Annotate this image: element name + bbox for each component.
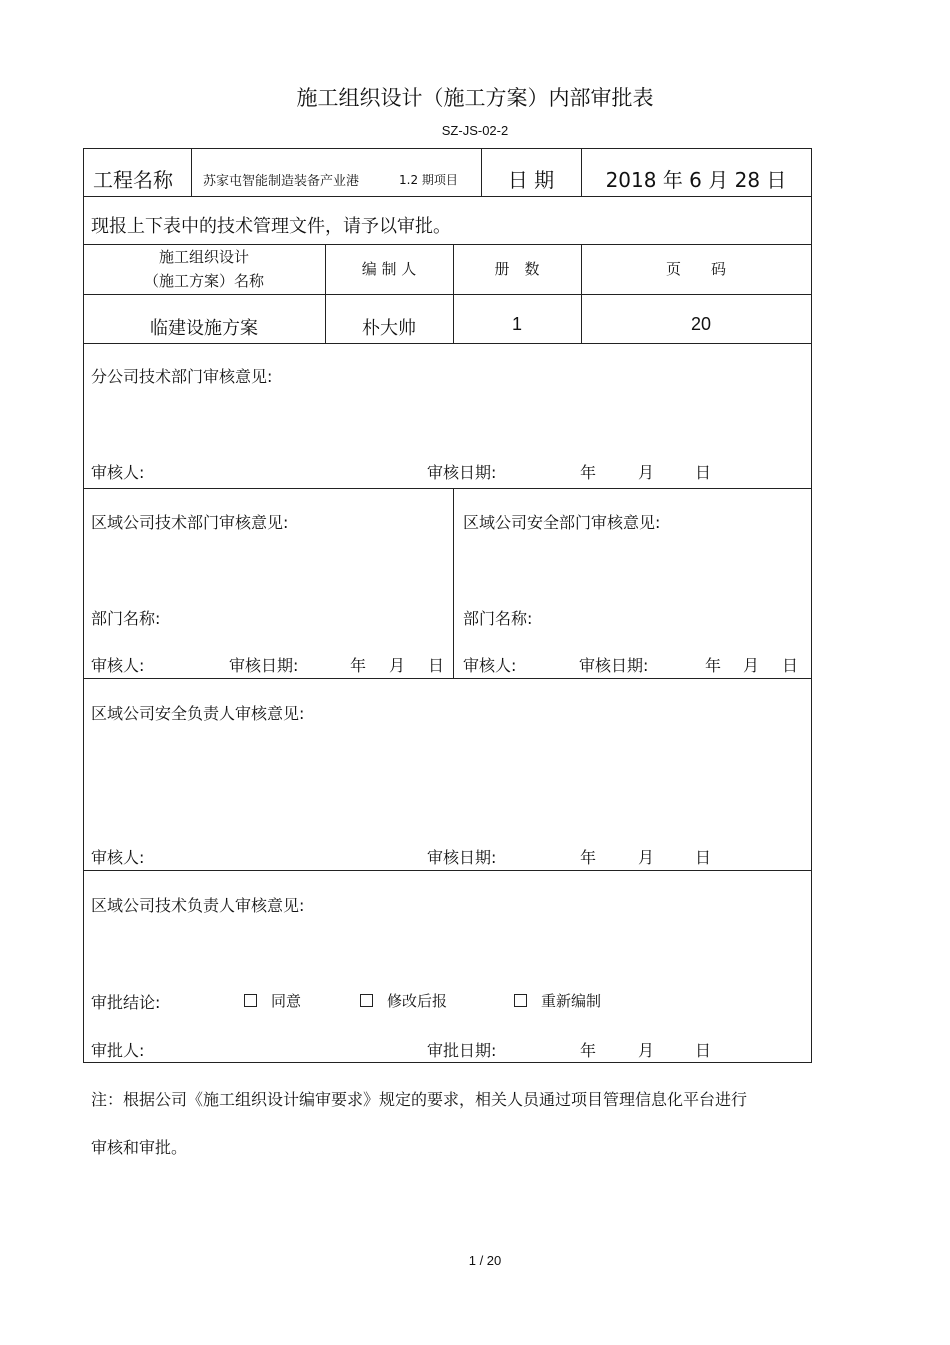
- approval-month: 月: [638, 1041, 655, 1060]
- project-phase: 1.2 期项目: [399, 173, 458, 187]
- regional-tech-dept: 部门名称:: [91, 609, 161, 628]
- safety-head-month: 月: [638, 848, 655, 867]
- regional-safety-reviewer: 审核人:: [463, 656, 517, 675]
- form-code: SZ-JS-02-2: [441, 123, 509, 138]
- regional-safety-month: 月: [743, 656, 760, 675]
- safety-head-label: 区域公司安全负责人审核意见:: [91, 704, 305, 723]
- checkbox-icon[interactable]: [360, 994, 373, 1007]
- regional-tech-day: 日: [428, 656, 445, 675]
- branch-reviewer: 审核人:: [91, 463, 145, 482]
- header-name-line2: （施工方案）名称: [143, 272, 264, 290]
- date-value: 2018 年 6 月 28 日: [605, 168, 787, 192]
- branch-date-label: 审核日期:: [427, 463, 497, 482]
- header-name-line1: 施工组织设计: [158, 248, 249, 266]
- regional-tech-reviewer: 审核人:: [91, 656, 145, 675]
- approval-date-label: 审批日期:: [427, 1041, 497, 1060]
- page-title: 施工组织设计（施工方案）内部审批表: [296, 86, 654, 110]
- checkbox-icon[interactable]: [244, 994, 257, 1007]
- tech-head-label: 区域公司技术负责人审核意见:: [91, 896, 305, 915]
- branch-year: 年: [580, 463, 597, 482]
- date-label: 日 期: [507, 168, 555, 192]
- regional-safety-year: 年: [705, 656, 722, 675]
- approval-day: 日: [695, 1041, 712, 1060]
- safety-head-date-label: 审核日期:: [427, 848, 497, 867]
- regional-safety-label: 区域公司安全部门审核意见:: [463, 513, 661, 532]
- regional-tech-label: 区域公司技术部门审核意见:: [91, 513, 289, 532]
- doc-author: 朴大帅: [362, 318, 416, 339]
- conclusion-label: 审批结论:: [91, 993, 161, 1012]
- regional-tech-month: 月: [389, 656, 406, 675]
- option-agree[interactable]: 同意: [244, 990, 301, 1011]
- project-name-label: 工程名称: [93, 168, 173, 192]
- doc-pages: 20: [690, 314, 712, 334]
- note-line2: 审核和审批。: [91, 1138, 188, 1157]
- option-revise[interactable]: 修改后报: [360, 990, 447, 1011]
- regional-tech-year: 年: [350, 656, 367, 675]
- branch-month: 月: [638, 463, 655, 482]
- option-redo[interactable]: 重新编制: [514, 990, 601, 1011]
- doc-name: 临建设施方案: [150, 318, 258, 339]
- header-author: 编 制 人: [361, 260, 417, 278]
- regional-tech-date-label: 审核日期:: [229, 656, 299, 675]
- regional-safety-dept: 部门名称:: [463, 609, 533, 628]
- header-volumes: 册 数: [494, 260, 540, 278]
- page-number: 1 / 20: [468, 1253, 502, 1268]
- project-name-value: 苏家屯智能制造装备产业港: [203, 174, 360, 189]
- regional-safety-date-label: 审核日期:: [579, 656, 649, 675]
- safety-head-year: 年: [580, 848, 597, 867]
- checkbox-icon[interactable]: [514, 994, 527, 1007]
- approval-year: 年: [580, 1041, 597, 1060]
- note-line1: 注：根据公司《施工组织设计编审要求》规定的要求，相关人员通过项目管理信息化平台进行: [91, 1090, 748, 1109]
- regional-safety-day: 日: [782, 656, 799, 675]
- header-pages: 页 码: [665, 260, 726, 278]
- intro-text: 现报上下表中的技术管理文件，请予以审批。: [91, 216, 451, 237]
- approver: 审批人:: [91, 1041, 145, 1060]
- branch-day: 日: [695, 463, 712, 482]
- doc-volumes: 1: [511, 314, 522, 334]
- safety-head-day: 日: [695, 848, 712, 867]
- safety-head-reviewer: 审核人:: [91, 848, 145, 867]
- branch-review-label: 分公司技术部门审核意见:: [91, 367, 273, 386]
